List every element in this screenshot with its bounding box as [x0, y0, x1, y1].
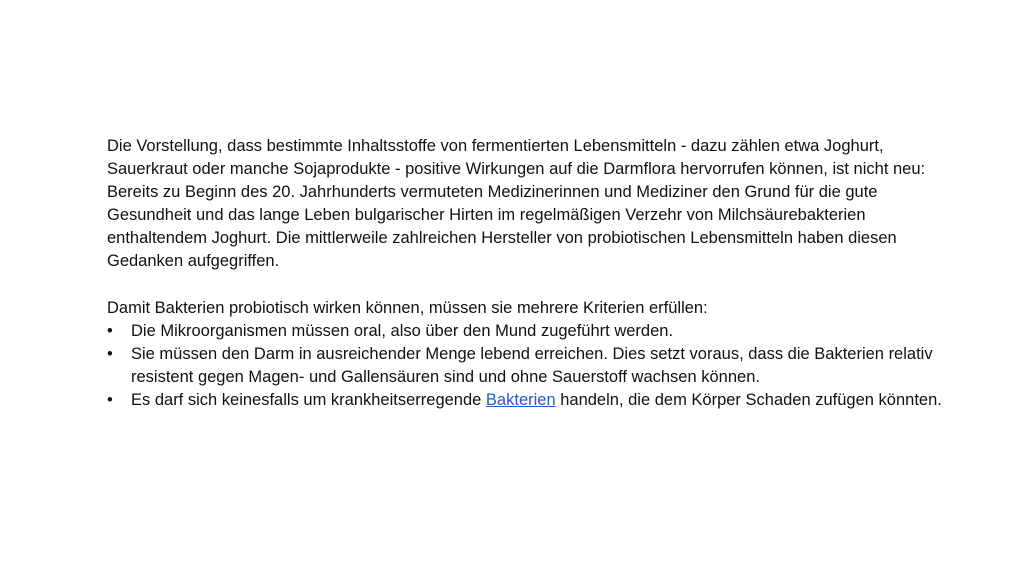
list-item	[107, 320, 957, 343]
list-item-text-before-link: Es darf sich keinesfalls um krankheitserregende	[131, 390, 486, 409]
slide-text-box	[107, 135, 957, 412]
criteria-list	[107, 320, 957, 412]
bakterien-link[interactable]: Bakterien	[485, 390, 556, 409]
bullet-icon: •	[107, 344, 113, 363]
paragraph-spacer	[107, 274, 957, 297]
list-item-text: Sie müssen den Darm in ausreichender Menge lebend erreichen. Dies setzt voraus, dass die Bakterien relativ resistent gegen Magen- und Gallensäuren sind und ohne Sauerstoff wachsen können.	[131, 344, 933, 386]
criteria-intro: Damit Bakterien probiotisch wirken können, müssen sie mehrere Kriterien erfüllen:	[107, 298, 708, 317]
bullet-icon: •	[107, 390, 113, 409]
list-item-text: Die Mikroorganismen müssen oral, also über den Mund zugeführt werden.	[131, 321, 674, 340]
bullet-icon: •	[107, 321, 113, 340]
list-item	[107, 389, 957, 412]
intro-paragraph: Die Vorstellung, dass bestimmte Inhaltsstoffe von fermentierten Lebensmitteln - dazu zählen etwa Joghurt, Sauerkraut oder manche Sojaprodukte - positive Wirkungen auf die Darmflora hervorrufen können, ist nicht neu: Bereits zu Beginn des 20. Jahrhunderts vermuteten Medizinerinnen und Mediziner den Grund für die gute Gesundheit und das lange Leben bulgarischer Hirten im regelmäßigen Verzehr von Milchsäurebakterien enthaltendem Joghurt. Die mittlerweile zahlreichen Hersteller von probiotischen Lebensmitteln haben diesen Gedanken aufgegriffen.	[107, 137, 926, 271]
list-item	[107, 343, 957, 389]
list-item-text-after-link: handeln, die dem Körper Schaden zufügen könnten.	[555, 390, 942, 409]
